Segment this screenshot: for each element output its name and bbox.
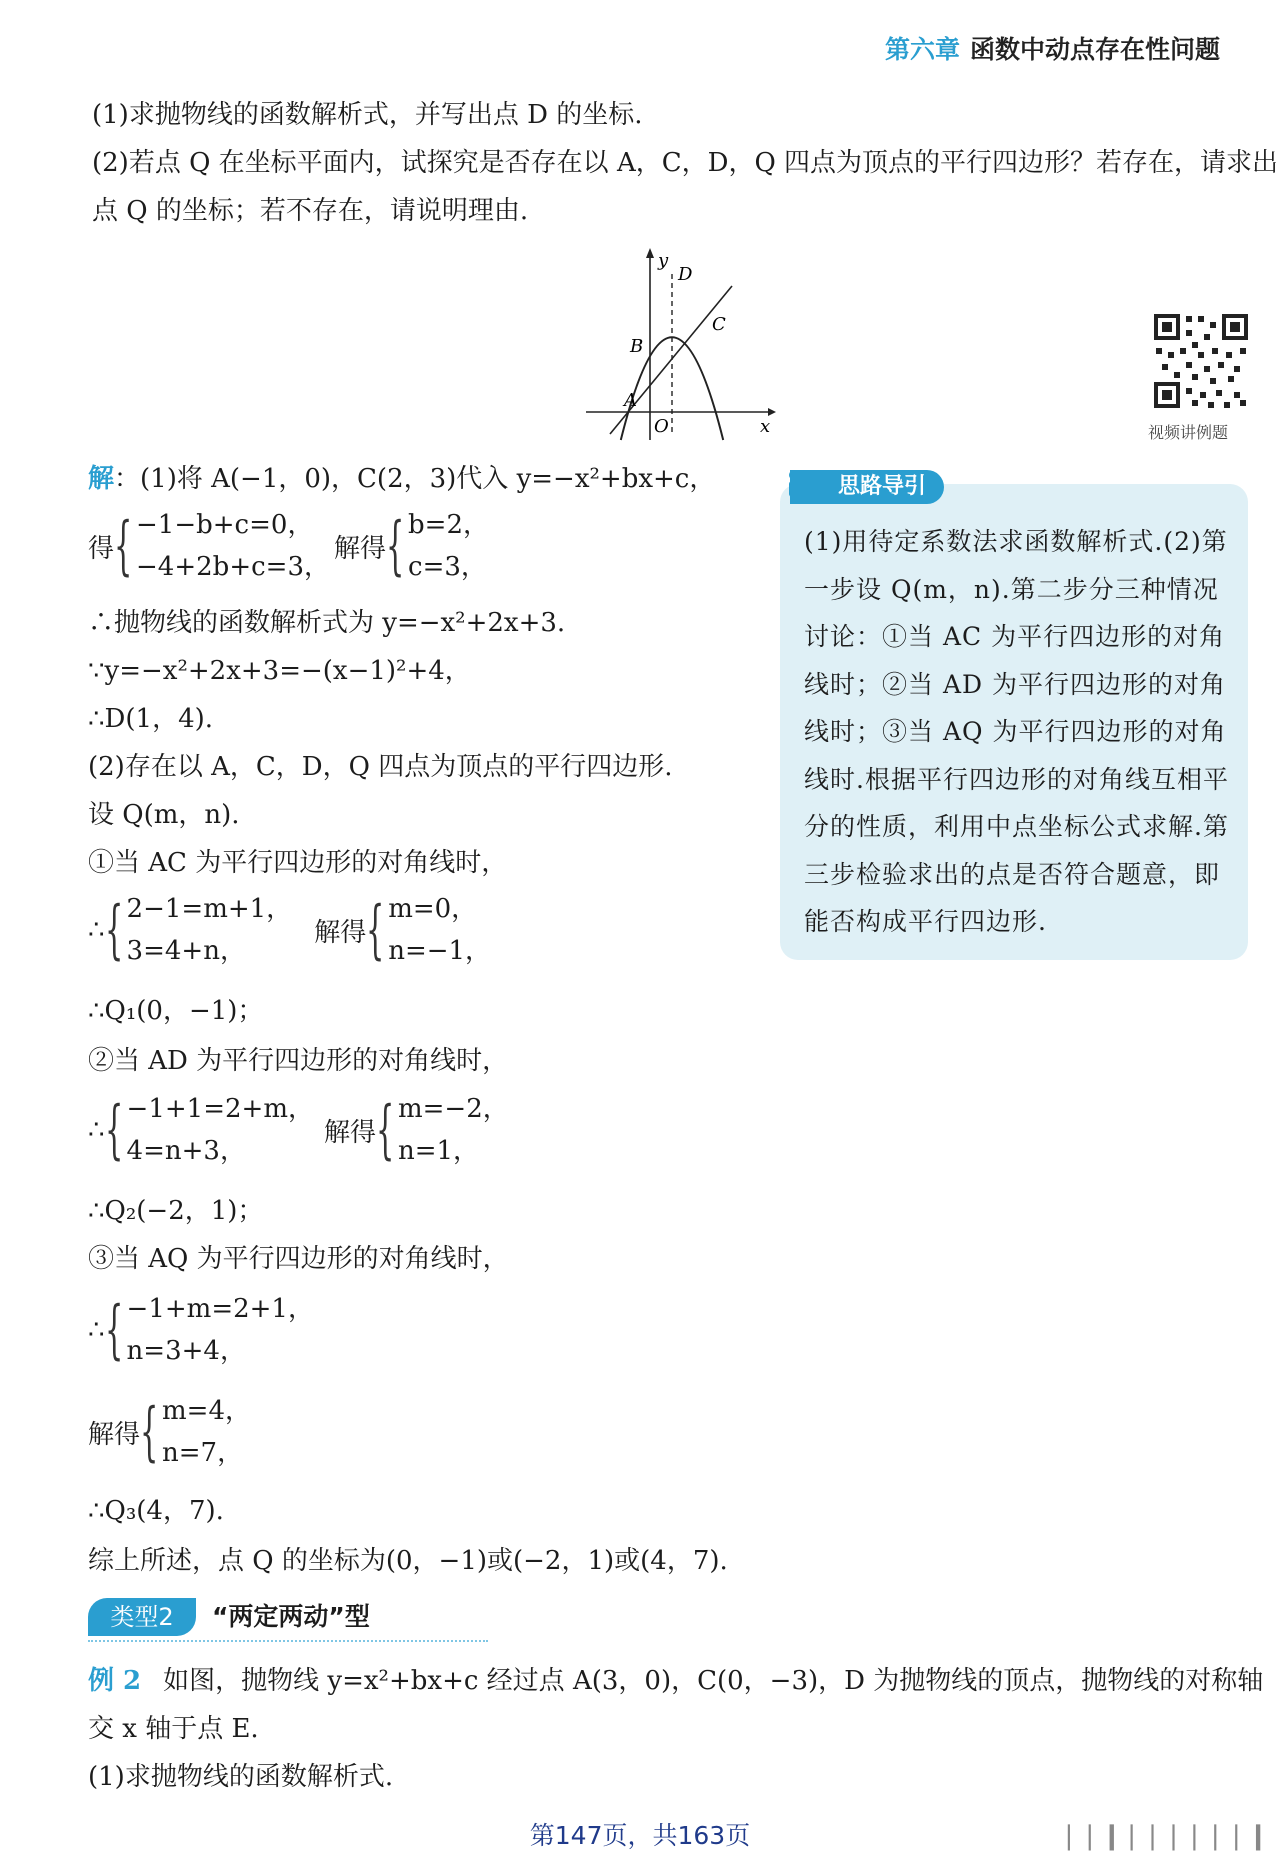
chapter-header (885, 30, 1220, 66)
q3-result: ∴Q₃(4，7). (88, 1496, 224, 1526)
qr-code[interactable] (1152, 312, 1250, 410)
solution-line5: ∴D(1，4). (88, 704, 214, 734)
label-c: C (712, 314, 726, 335)
brace: { (104, 1093, 123, 1167)
problem-q2-line1: (2)若点 Q 在坐标平面内，试探究是否存在以 A，C，D，Q 四点为顶点的平行四边形？若存在，请求出 (92, 148, 1279, 178)
chapter-title: 函数中动点存在性问题 (969, 35, 1220, 64)
solution-label: 解 (88, 464, 115, 494)
label-d: D (678, 264, 693, 285)
case1-title: ①当 AC 为平行四边形的对角线时， (88, 848, 508, 878)
system-case1: ∴ { 2−1=m+1， 3=4+n， 解得 { m=0， n=−1， (88, 893, 492, 967)
case3-title: ③当 AQ 为平行四边形的对角线时， (88, 1244, 509, 1274)
q1-result: ∴Q₁(0，−1)； (88, 996, 264, 1026)
hint-title: 思路导引 (790, 470, 944, 504)
case2-title: ②当 AD 为平行四边形的对角线时， (88, 1046, 509, 1076)
problem-q2-line2: 点 Q 的坐标；若不存在，请说明理由. (92, 196, 529, 226)
system-1: 得 { −1−b+c=0， −4+2b+c=3， 解得 { b=2， c=3， (88, 509, 489, 583)
system-case3: ∴ { −1+m=2+1， n=3+4， (88, 1293, 314, 1367)
solution-line4: ∵y=−x²+2x+3=−(x−1)²+4， (88, 656, 471, 686)
example2-label: 例 2 (88, 1666, 142, 1696)
x-axis-arrow (768, 408, 776, 416)
example2-line2: 交 x 轴于点 E. (88, 1714, 259, 1744)
label-y: y (658, 250, 669, 271)
solution-line6: (2)存在以 A，C，D，Q 四点为顶点的平行四边形. (88, 752, 673, 782)
brace: { (140, 1395, 159, 1469)
system-case3-result: 解得 { m=4， n=7， (88, 1395, 251, 1469)
qr-caption: 视频讲例题 (1148, 423, 1229, 442)
page-scroller[interactable]: ▏▏▎▏▏▏▏▏▏▎ (1068, 1826, 1278, 1851)
hint-text: (1)用待定系数法求函数解析式.(2)第一步设 Q(m，n).第二步分三种情况讨论：①当 AC 为平行四边形的对角线时；②当 AD 为平行四边形的对角线时；③当 AQ 为平行四边形的对角线时.根据平行四边形的对角线互相平分的性质，利用中点坐标公式求解.第三步检验求出的点是否符合题意，即能否构成平行四边形. (804, 527, 1229, 936)
label-a: A (624, 390, 637, 411)
brace: { (104, 893, 123, 967)
problem-q1: (1)求抛物线的函数解析式，并写出点 D 的坐标. (92, 100, 643, 130)
page-indicator: 第147页，共163页 (529, 1821, 751, 1850)
y-axis-arrow (646, 248, 654, 258)
brace: { (375, 1093, 395, 1167)
q2-result: ∴Q₂(−2，1)； (88, 1196, 264, 1226)
label-o: O (654, 416, 669, 437)
brace: { (114, 509, 133, 583)
chapter-number: 第六章 (884, 35, 960, 64)
example2-line1: 例 2 如图，抛物线 y=x²+bx+c 经过点 A(3，0)，C(0，−3)，D 为抛物线的顶点，抛物线的对称轴 (88, 1666, 1264, 1696)
brace: { (366, 893, 385, 967)
solution-line1: 解：(1)将 A(−1，0)，C(2，3)代入 y=−x²+bx+c， (88, 464, 716, 494)
example2-q1: (1)求抛物线的函数解析式. (88, 1762, 394, 1792)
brace: { (104, 1293, 123, 1367)
system-case2: ∴ { −1+1=2+m， 4=n+3， 解得 { m=−2， n=1， (88, 1093, 509, 1167)
solution-line7: 设 Q(m，n). (88, 800, 240, 830)
type2-underline (88, 1640, 488, 1642)
parabola-figure (578, 244, 778, 444)
label-x: x (760, 416, 771, 437)
type2-title: “两定两动”型 (212, 1602, 370, 1631)
label-b: B (630, 336, 644, 357)
brace: { (386, 509, 405, 583)
type2-badge: 类型2 (88, 1598, 196, 1636)
solution-summary: 综上所述，点 Q 的坐标为(0，−1)或(−2，1)或(4，7). (88, 1546, 728, 1576)
solution-line3: ∴抛物线的函数解析式为 y=−x²+2x+3. (88, 608, 566, 638)
